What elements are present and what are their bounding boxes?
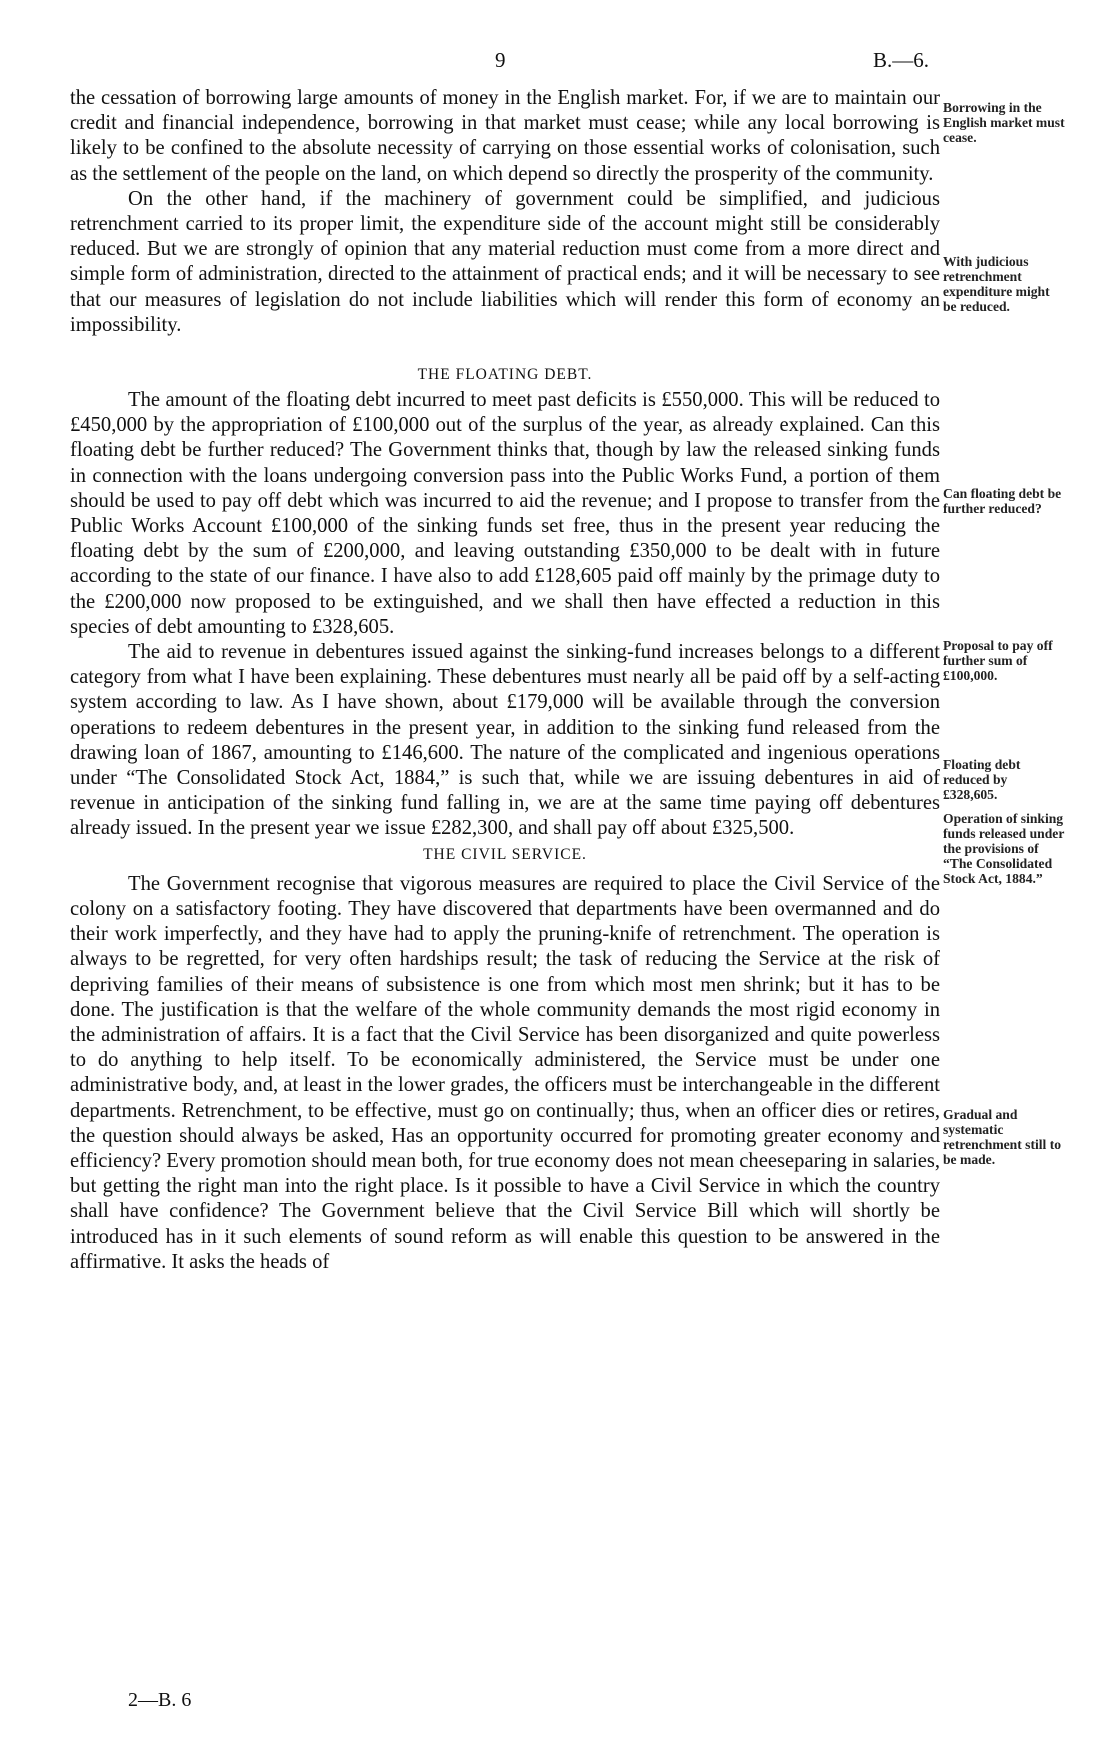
margin-note-retrenchment: With judicious retrenchment expenditure might be reduced. — [943, 254, 1050, 314]
paragraph-debentures: The aid to revenue in debentures issued against the sinking-fund increases belongs to a different category from what I have been explaining. These debentures must nearly all be paid off by a self-acting system according to law. As I have shown, about £179,000 will be available through the conversion operations to redeem debentures in the present year, in addition to the sinking fund released from the drawing loan of 1867, amounting to £146,600. The nature of the complicated and ingenious operations under “The Consolidated Stock Act, 1884,” is such that, while we are issuing debentures in aid of revenue in anticipation of the sinking fund falling in, we are at the same time paying off debentures already issued. In the present year we issue £282,300, and shall pay off about £325,500. — [70, 641, 940, 840]
paragraph-floating-debt: The amount of the floating debt incurred to meet past deficits is £550,000. This will be reduced to £450,000 by the appropriation of £100,000 out of the surplus of the year, as already explained. Can this floating debt be further reduced? The Government thinks that, though by law the released sinking funds in connection with the loans undergoing conversion pass into the Public Works Fund, a portion of them should be used to pay off debt which was incurred to aid the revenue; and I propose to transfer from the Public Works Account £100,000 of the sinking funds set free, thus in the present year reducing the floating debt by the sum of £200,000, and leaving outstanding £350,000 to be dealt with in future according to the state of our finance. I have also to add £128,605 paid off mainly by the primage duty to the £200,000 now proposed to be extinguished, and we shall then have effected a reduction in this species of debt amounting to £328,605. — [70, 389, 940, 638]
page-number: 9 — [495, 48, 506, 72]
paragraph-retrenchment: On the other hand, if the machinery of government could be simplified, and judicious retrenchment carried to its proper limit, the expenditure side of the account might still be considerably reduced. But we are strongly of opinion that any material reduction must come from a more direct and simple form of administration, directed to the attainment of practical ends; and it will be necessary to see that our measures of legislation do not include liabilities which will render this form of economy an impossibility. — [70, 187, 940, 336]
body-text-column — [70, 86, 940, 1275]
margin-note-proposal: Proposal to pay off further sum of £100,000. — [943, 638, 1053, 683]
margin-note-gradual: Gradual and systematic retrenchment still to be made. — [943, 1107, 1062, 1167]
margin-note-floating-further: Can floating debt be further reduced? — [943, 486, 1062, 516]
section-heading-civil-service: THE CIVIL SERVICE. — [423, 845, 587, 863]
margin-note-operation: Operation of sinking funds released under the provisions of “The Consolidated Stock Act, 1884.” — [943, 811, 1065, 886]
document-reference: B.—6. — [873, 48, 930, 72]
margin-note-borrowing: Borrowing in the English market must cease. — [943, 100, 1065, 145]
section-heading-floating-debt: THE FLOATING DEBT. — [417, 366, 593, 384]
page-header — [0, 48, 1114, 78]
paragraph-civil-service: The Government recognise that vigorous measures are required to place the Civil Service of the colony on a satisfactory footing. They have discovered that departments have been overmanned and do their work imperfectly, and they have had to apply the pruning-knife of retrenchment. The operation is always to be regretted, for very often hardships result; the task of reducing the Service at the risk of depriving families of their means of subsistence is one from which most men shrink; but it has to be done. The justification is that the welfare of the whole community demands the most rigid economy in the administration of affairs. It is a fact that the Civil Service has been disorganized and quite powerless to do anything to help itself. To be economically administered, the Service must be under one administrative body, and, at least in the lower grades, the officers must be interchangeable in the different departments. Retrenchment, to be effective, must go on continually; thus, when an officer dies or retires, the question should always be asked, Has an opportunity occurred for promoting greater economy and efficiency? Every promotion should mean both, for true economy does not mean cheeseparing in salaries, but getting the right man into the right place. Is it possible to have a Civil Service in which the country shall have confidence? The Government believe that the Civil Service Bill which will shortly be introduced has in it such elements of sound reform as will enable this question to be answered in the affirmative. It asks the heads of — [70, 872, 940, 1273]
paragraph-borrowing: the cessation of borrowing large amounts of money in the English market. For, if we are to maintain our credit and financial independence, borrowing in that market must cease; while any local borrowing is likely to be confined to the absolute necessity of carrying on those essential works of colonisation, such as the settlement of the people on the land, on which depend so directly the prosperity of the community. — [70, 87, 940, 185]
footer-signature: 2—B. 6 — [128, 1689, 192, 1711]
margin-note-floating-reduced: Floating debt reduced by £328,605. — [943, 757, 1021, 802]
